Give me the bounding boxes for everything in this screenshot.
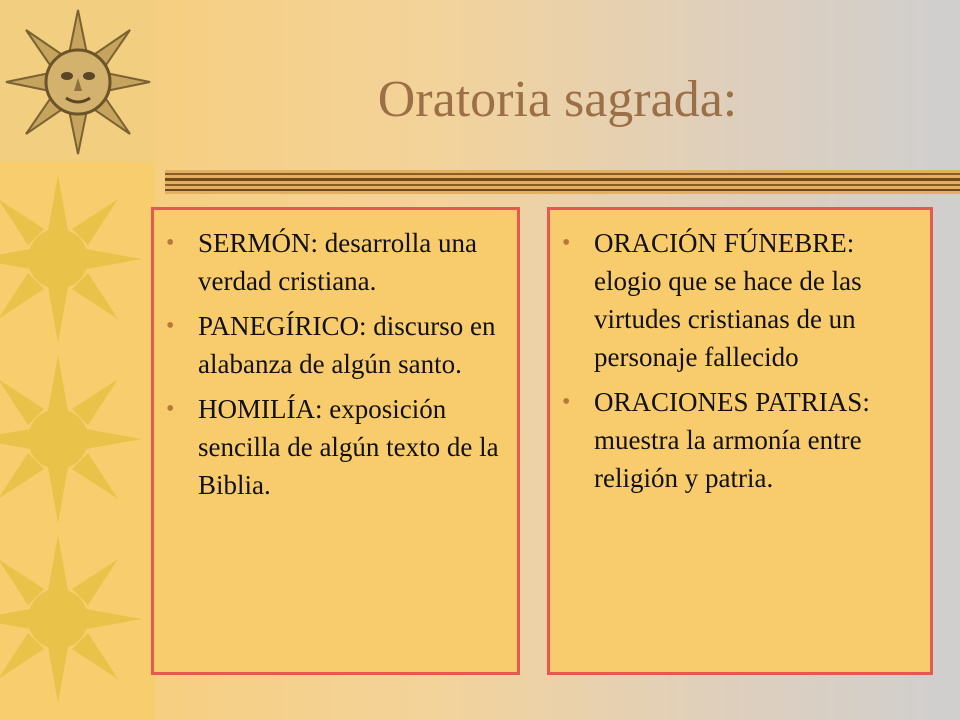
bullet-marker: • <box>562 230 571 256</box>
decorative-sidebar <box>0 0 155 720</box>
right-bullet-list <box>550 210 930 497</box>
list-item <box>562 224 918 376</box>
list-item <box>562 383 918 497</box>
sun-icon <box>0 530 155 708</box>
list-item <box>166 307 505 383</box>
bullet-marker: • <box>166 396 175 422</box>
list-item-text: PANEGÍRICO: discurso en alabanza de algún santo. <box>198 311 496 379</box>
sun-icon <box>0 170 155 348</box>
bullet-marker: • <box>166 230 175 256</box>
list-item-text: SERMÓN: desarrolla una verdad cristiana. <box>198 228 477 296</box>
left-content-box <box>151 207 520 675</box>
list-item-text: ORACIONES PATRIAS: muestra la armonía entre religión y patria. <box>594 387 870 493</box>
slide-title: Oratoria sagrada: <box>377 71 738 128</box>
list-item <box>166 390 505 504</box>
left-bullet-list <box>154 210 517 504</box>
right-content-box <box>547 207 933 675</box>
title-divider <box>165 170 960 194</box>
list-item-text: HOMILÍA: exposición sencilla de algún texto de la Biblia. <box>198 394 499 500</box>
sun-icon <box>0 350 155 528</box>
bullet-marker: • <box>562 389 571 415</box>
bullet-marker: • <box>166 313 175 339</box>
list-item-text: ORACIÓN FÚNEBRE: elogio que se hace de las virtudes cristianas de un personaje fallecido <box>594 228 862 372</box>
sun-face-icon <box>0 0 155 162</box>
list-item <box>166 224 505 300</box>
